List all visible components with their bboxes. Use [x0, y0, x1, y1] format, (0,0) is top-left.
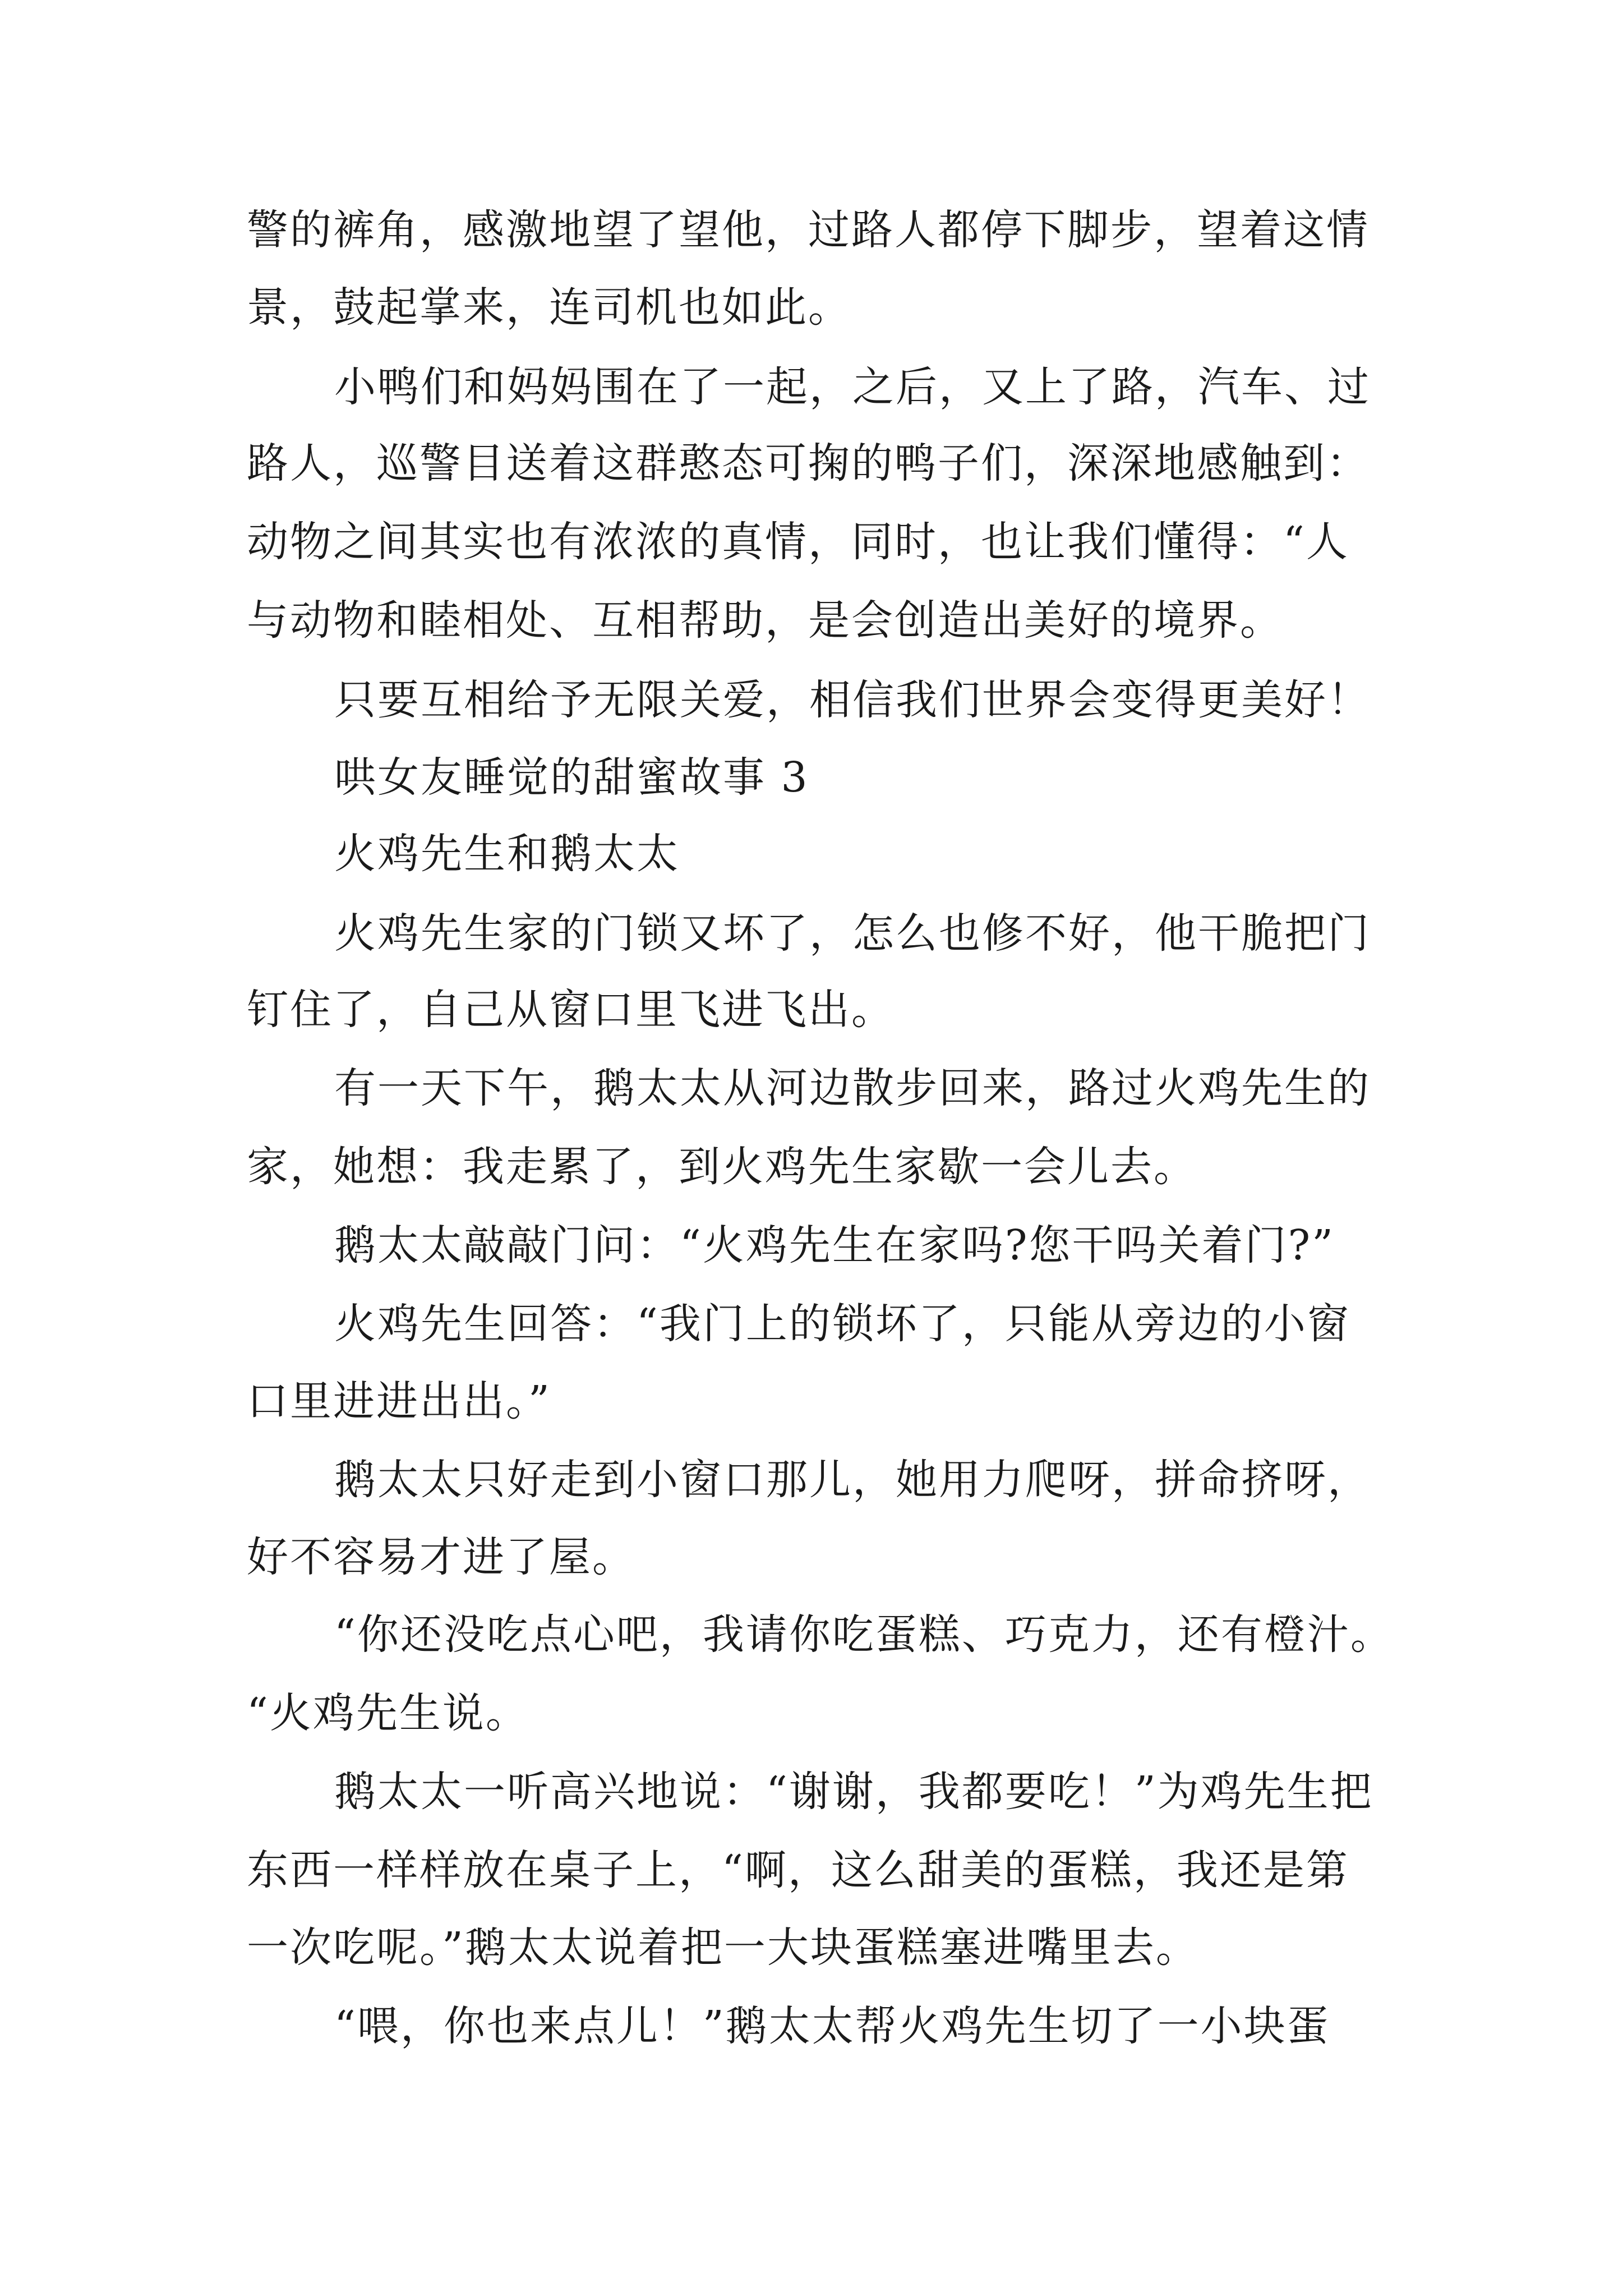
text-line: 口里进进出出。” [247, 1377, 551, 1425]
text-line: 有一天下午，鹅太太从河边散步回来，路过火鸡先生的 [334, 1064, 1371, 1112]
text-line: 火鸡先生家的门锁又坏了，怎么也修不好，他干脆把门 [334, 909, 1371, 958]
text-line: 东西一样样放在桌子上，“啊，这么甜美的蛋糕，我还是第 [247, 1846, 1349, 1894]
text-line: 只要互相给予无限关爱，相信我们世界会变得更美好！ [334, 676, 1371, 724]
text-line: “喂，你也来点儿！”鹅太太帮火鸡先生切了一小块蛋 [334, 2002, 1330, 2050]
text-line: 警的裤角，感激地望了望他，过路人都停下脚步，望着这情 [247, 206, 1370, 254]
section-heading: 哄女友睡觉的甜蜜故事 3 [334, 753, 809, 802]
text-line: 好不容易才进了屋。 [247, 1533, 635, 1581]
text-line: 一次吃呢。”鹅太太说着把一大块蛋糕塞进嘴里去。 [247, 1924, 1199, 1972]
text-line: 景，鼓起掌来，连司机也如此。 [247, 283, 851, 332]
text-line: 鹅太太敲敲门问：“火鸡先生在家吗?您干吗关着门?” [334, 1221, 1335, 1269]
text-line: 家，她想：我走累了，到火鸡先生家歇一会儿去。 [247, 1143, 1197, 1191]
text-line: 小鸭们和妈妈围在了一起，之后，又上了路，汽车、过 [334, 363, 1371, 411]
text-line: 钉住了，自己从窗口里飞进飞出。 [247, 986, 895, 1034]
story-title: 火鸡先生和鹅太太 [334, 830, 680, 878]
text-line: 路人，巡警目送着这群憨态可掬的鸭子们，深深地感触到： [247, 439, 1370, 487]
text-line: 与动物和睦相处、互相帮助，是会创造出美好的境界。 [247, 596, 1283, 645]
text-line: 鹅太太一听高兴地说：“谢谢，我都要吃！”为鸡先生把 [334, 1768, 1373, 1816]
text-line: 鹅太太只好走到小窗口那儿，她用力爬呀，拼命挤呀， [334, 1456, 1371, 1504]
text-line: 动物之间其实也有浓浓的真情，同时，也让我们懂得：“人 [247, 518, 1349, 566]
text-line: “火鸡先生说。 [247, 1689, 529, 1737]
text-line: “你还没吃点心吧，我请你吃蛋糕、巧克力，还有橙汁。 [334, 1611, 1394, 1659]
text-line: 火鸡先生回答：“我门上的锁坏了，只能从旁边的小窗 [334, 1300, 1350, 1348]
